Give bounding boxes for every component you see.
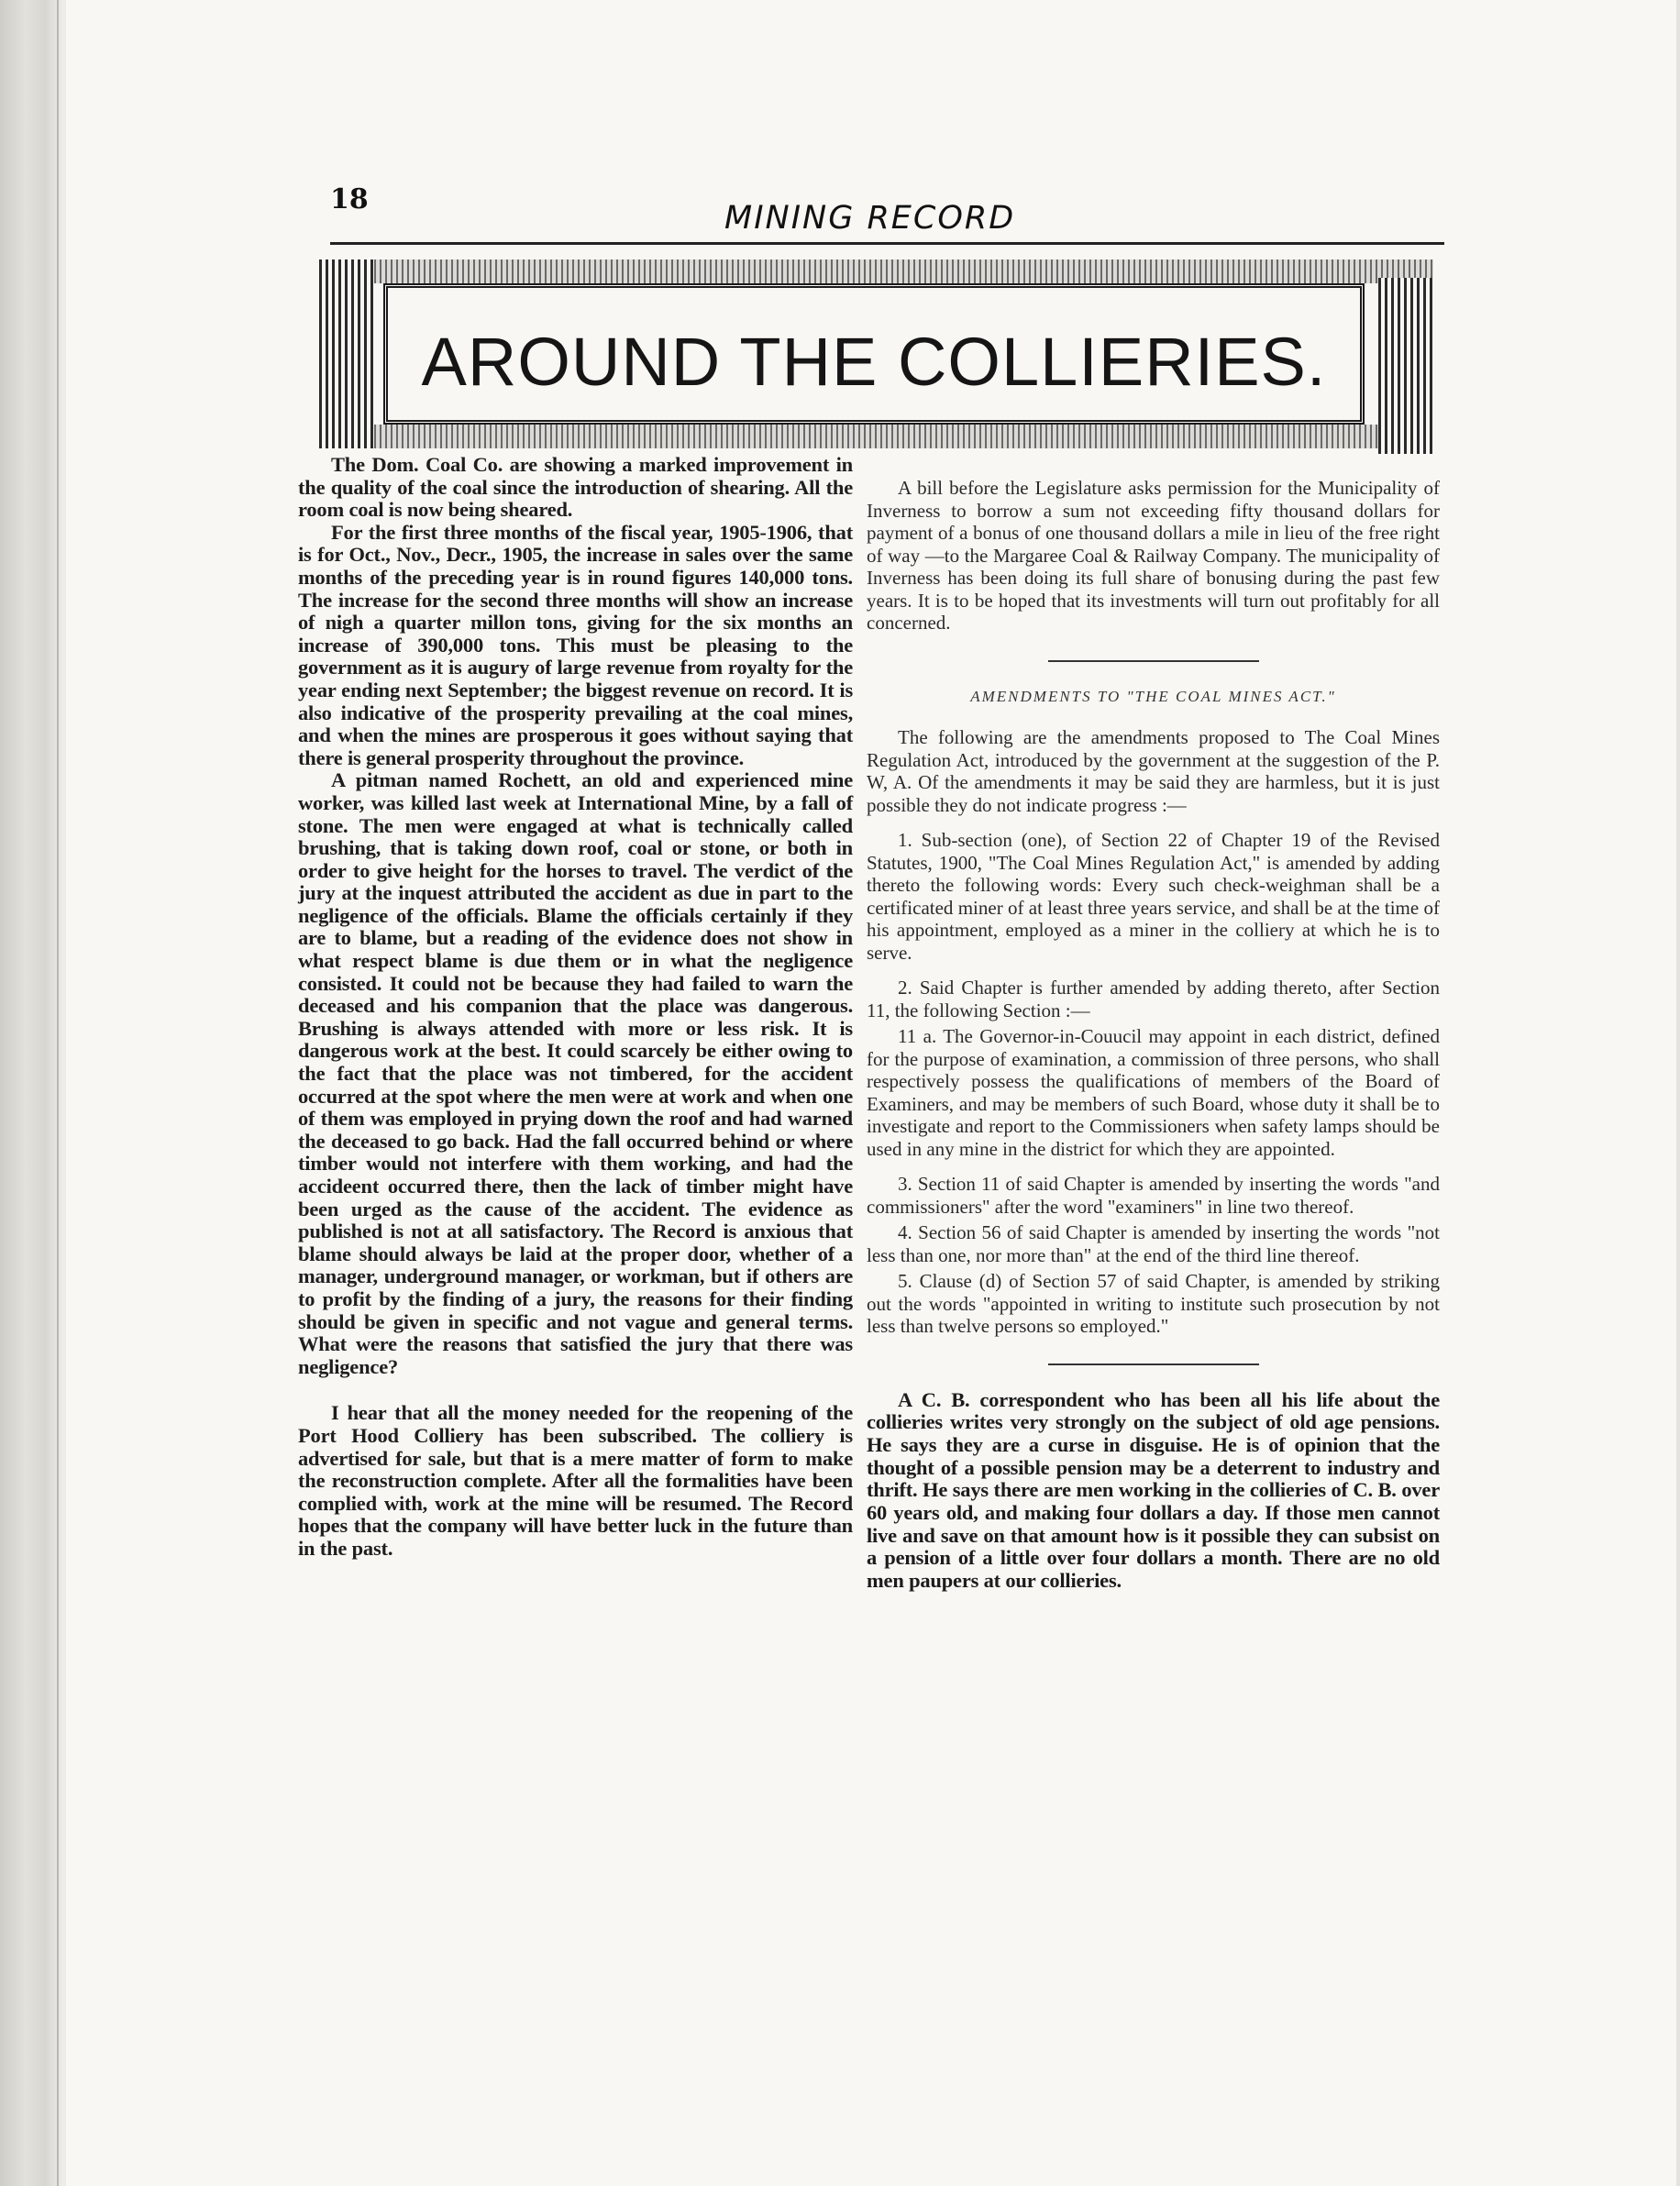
amendment-4: 4. Section 56 of said Chapter is amended by inserting the words "not less than one, nor more than" at the end of the third line thereof.: [867, 1221, 1440, 1266]
left-column: [298, 454, 853, 1561]
right-column: [867, 477, 1440, 1593]
banner-band-bottom: [319, 425, 1433, 448]
page-edge: [1676, 0, 1680, 2186]
paragraph-rochett-accident: A pitman named Rochett, an old and experienced mine worker, was killed last week at International Mine, by a fall of stone. The men were engaged at what is technically called brushing, that is taking down roof, coal or stone, or both in order to give height for the horses to travel. The verdict of the jury at the inquest attributed the accident as due in part to the negligence of the officials. Blame the officials certainly if they are to blame, but a reading of the evidence does not show in what respect blame is due them or in what the negligence consisted. It could not be because they had failed to warn the deceased and his companion that the place was dangerous. Brushing is always attended with more or less risk. It is dangerous work at the best. It could scarcely be either owing to the fact that the place was not timbered, for the accident occurred at the spot where the men were at work and when one of them was employed in prying down the roof and had warned the deceased to go back. Had the fall occurred behind or where timber would not interfere with them working, and had the accideent occurred there, then the lack of timber might have been urged as the cause of the accident. The evidence as published is not at all satisfactory. The Record is anxious that blame should always be laid at the proper door, whether of a manager, underground manager, or workman, but if others are to profit by the finding of a jury, the reasons for their finding should be given in specific and not vague and general terms. What were the reasons that satisfied the jury that there was negligence?: [298, 768, 853, 1378]
amendments-subheading: AMENDMENTS TO "THE COAL MINES ACT.": [970, 687, 1336, 705]
amendment-11a: 11 a. The Governor-in-Couucil may appoint in each district, defined for the purpose of examination, a commission of three persons, who shall respectively possess the qualifications of members of the Board of Examiners, and may be members of such Board, whose duty it shall be to investigate and report to the Commissioners when safety lamps should be used in any mine in the district for which they are appointed.: [867, 1025, 1440, 1160]
banner-box: [383, 283, 1365, 425]
paragraph-inverness-bill: A bill before the Legislature asks permission for the Municipality of Inverness to borrow a sum not exceeding fifty thousand dollars for payment of a bonus of one thousand dollars a mile in lieu of the free right of way —to the Margaree Coal & Railway Company. The municipality of Inverness has been doing its full share of bonusing during the past few years. It is to be hoped that its investments will turn out profitably for all concerned.: [867, 477, 1440, 634]
running-title: MINING RECORD: [724, 200, 1016, 237]
banner-ornament-left: [319, 259, 374, 448]
banner-ornament-right: [1378, 278, 1433, 454]
page-number: 18: [330, 183, 369, 215]
paragraph-shearing: The Dom. Coal Co. are showing a marked improvement in the quality of the coal since the introduction of shearing. All the room coal is now being sheared.: [298, 453, 853, 522]
section-title: AROUND THE COLLIERIES.: [421, 324, 1327, 400]
amendment-5: 5. Clause (d) of Section 57 of said Chapter, is amended by striking out the words "appointed in writing to institute such prosecution by not less than twelve persons so employed.": [867, 1270, 1440, 1337]
paragraph-old-age-pensions: A C. B. correspondent who has been all his life about the collieries writes very strongly on the subject of old age pensions. He says they are a curse in disguise. He is of opinion that the thought of a possible pension may be a deterrent to industry and thrift. He says there are men working in the collieries of C. B. over 60 years old, and making four dollars a day. If those men cannot live and save on that amount how is it possible they can subsist on a pension of a little over four dollars a month. There are no old men paupers at our collieries.: [867, 1387, 1440, 1593]
paragraph-fiscal-year: For the first three months of the fiscal year, 1905-1906, that is for Oct., Nov., Decr., 1905, the increase in sales over the same months of the preceding year is in round figures 140,000 tons. The increase for the second three months will show an increase of nigh a quarter millon tons, giving for the six months an increase of 390,000 tons. This must be pleasing to the government as it is augury of large revenue from royalty for the year ending next September; the biggest revenue on record. It is also indicative of the prosperity prevailing at the coal mines, and when the mines are prosperous it goes without saying that there is general prosperity throughout the province.: [298, 520, 853, 769]
header-rule: [330, 242, 1444, 245]
section-divider: [1048, 660, 1259, 662]
amendments-intro: The following are the amendments proposed to The Coal Mines Regulation Act, introduced by the government at the suggestion of the P. W, A. Of the amendments it may be said they are harmless, but it is just possible they do not indicate progress :—: [867, 726, 1440, 816]
amendment-3: 3. Section 11 of said Chapter is amended by inserting the words "and commissioners" after the word "examiners" in line two thereof.: [867, 1173, 1440, 1218]
page-header: [330, 183, 1444, 248]
section-divider-2: [1048, 1363, 1259, 1365]
section-banner: [319, 259, 1433, 454]
book-spine: [0, 0, 64, 2186]
amendment-2: 2. Said Chapter is further amended by adding thereto, after Section 11, the following Section :—: [867, 977, 1440, 1021]
spine-edge: [57, 0, 59, 2186]
banner-band-top: [319, 259, 1433, 283]
paragraph-port-hood: I hear that all the money needed for the reopening of the Port Hood Colliery has been subscribed. The colliery is advertised for sale, but that is a mere matter of form to make the reconstruction complete. After all the formalities have been complied with, work at the mine will be resumed. The Record hopes that the company will have better luck in the future than in the past.: [298, 1401, 853, 1560]
amendment-1: 1. Sub-section (one), of Section 22 of Chapter 19 of the Revised Statutes, 1900, "The Coal Mines Regulation Act," is amended by adding thereto the following words: Every such check-weighman shall be a certificated miner of at least three years service, and shall be at the time of his appointment, employed as a miner in the colliery at which he is to serve.: [867, 829, 1440, 964]
